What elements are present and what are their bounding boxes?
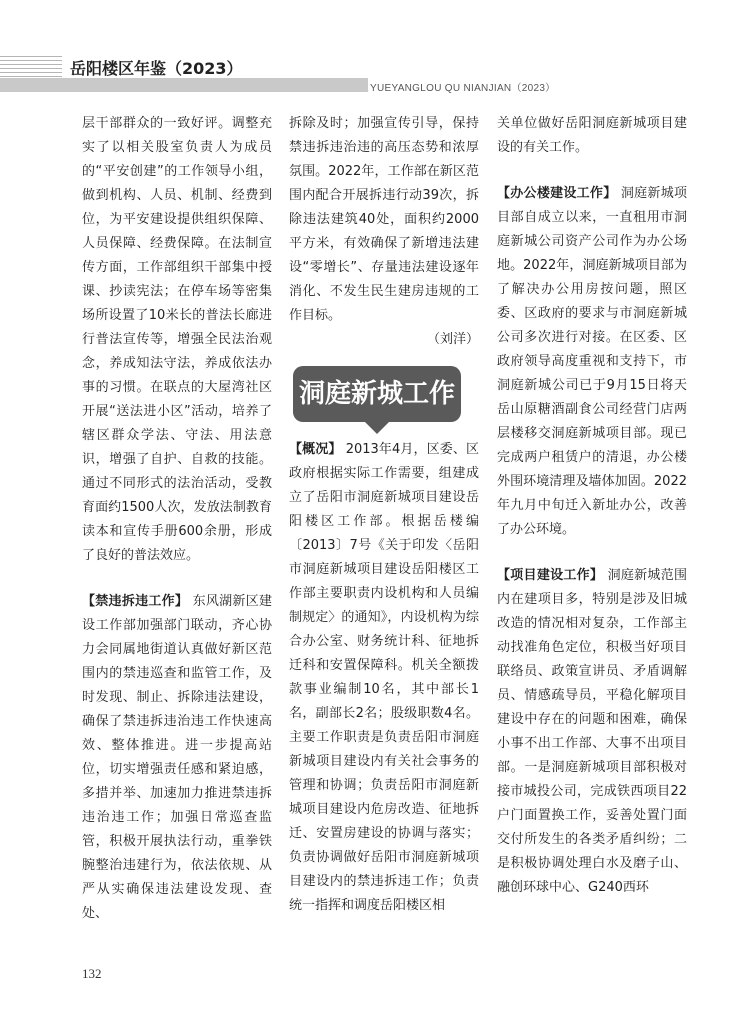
section-prohibit-illegal-building — [82, 590, 272, 926]
paragraph: 关单位做好岳阳洞庭新城项目建设的有关工作。 — [497, 116, 687, 155]
section-body: 洞庭新城项目部自成立以来，一直租用市洞庭新城公司资产公司作为办公场地。2022年，洞庭新城项目部为了解决办公用房按问题，照区委、区政府的要求与市洞庭新城公司多次进行对接。在区委、区政府领导高度重视和支持下，市洞庭新城公司已于9月15日将天岳山原糖酒副食公司经营门店两层楼移交洞庭新城项目部。现已完成两户租赁户的清退，办公楼外围环境清理及墙体加固。2022年九月中旬迁入新址办公，改善了办公环境。 — [497, 186, 687, 537]
section-body: 洞庭新城范围内在建项目多，特别是涉及旧城改造的情况相对复杂，工作部主动找准角色定位，积极当好项目联络员、政策宣讲员、矛盾调解员、情感疏导员，平稳化解项目建设中存在的问题和困难，确保小事不出工作部、大事不出项目部。一是洞庭新城项目部积极对接市城投公司，完成铁西项目22户门面置换工作，妥善处置门面交付所发生的各类矛盾纠纷；二是积极协调处理白水及磨子山、融创环球中心、G240西环 — [497, 568, 687, 895]
column-1 — [82, 112, 272, 926]
section-overview — [289, 438, 479, 918]
section-body: 东风湖新区建设工作部加强部门联动，齐心协力会同属地街道认真做好新区范围内的禁违巡查和监管工作，及时发现、制止、拆除违法建设，确保了禁违拆违治违工作快速高效、整体推进。进一步提高站位，切实增强责任感和紧迫感，多措并举、加速加力推进禁违拆违治违工作；加强日常巡查监管，积极开展执法行动，重拳铁腕整治违建行为，依法依规、从严从实确保违法建设发现、查处、 — [82, 594, 272, 921]
column-3 — [497, 112, 687, 900]
page-number: 132 — [82, 966, 102, 981]
header-bar — [0, 78, 368, 92]
paragraph: 层干部群众的一致好评。调整充实了以相关股室负责人为成员的“平安创建”的工作领导小组，做到机构、人员、机制、经费到位，为平安建设提供组织保障、人员保障、经费保障。在法制宣传方面，工作部组织干部集中授课、抄读宪法；在停车场等密集场所设置了10米长的普法长廊进行普法宣传等，增强全民法治观念，养成知法守法，养成依法办事的习惯。在联点的大屋湾社区开展“送法进小区”活动，培养了辖区群众学法、守法、用法意识，增强了自护、自救的技能。通过不同形式的法治活动，受教育面约1500人次，发放法制教育读本和宣传手册600余册，形成了良好的普法效应。 — [82, 116, 272, 563]
author-credit: （刘洋） — [426, 332, 479, 347]
running-subtitle: YUEYANGLOU QU NIANJIAN（2023） — [370, 83, 556, 94]
section-heading: 【项目建设工作】 — [497, 568, 604, 583]
column-2 — [289, 112, 479, 918]
section-office-building — [497, 182, 687, 542]
section-project-construction — [497, 564, 687, 900]
section-body: 2013年4月，区委、区政府根据实际工作需要，组建成立了岳阳市洞庭新城项目建设岳阳楼区工作部。根据岳楼编〔2013〕7号《关于印发〈岳阳市洞庭新城项目建设岳阳楼区工作部主要职责内设机构和人员编制规定〉的通知》，内设机构为综合办公室、财务统计科、征地拆迁科和安置保障科。机关全额拨款事业编制10名，其中部长1名，副部长2名；股级职数4名。主要工作职责是负责岳阳市洞庭新城项目建设内有关社会事务的管理和协调；负责岳阳市洞庭新城项目建设内危房改造、征地拆迁、安置房建设的协调与落实；负责协调做好岳阳市洞庭新城项目建设内的禁违拆违工作；负责统一指挥和调度岳阳楼区相 — [289, 442, 479, 913]
running-title: 岳阳楼区年鉴（2023） — [70, 59, 243, 78]
section-heading: 【禁违拆违工作】 — [82, 594, 189, 609]
section-heading: 【概况】 — [289, 442, 342, 457]
section-heading: 【办公楼建设工作】 — [497, 186, 617, 201]
chapter-banner: 洞庭新城工作 — [293, 366, 461, 422]
paragraph: 拆除及时；加强宣传引导，保持禁违拆违治违的高压态势和浓厚氛围。2022年，工作部在新区范围内配合开展拆违行动39次，拆除违法建筑40处，面积约2000平方米，有效确保了新增违法建设“零增长”、存量违法建设逐年消化、不发生民生建房违规的工作目标。 — [289, 116, 479, 323]
